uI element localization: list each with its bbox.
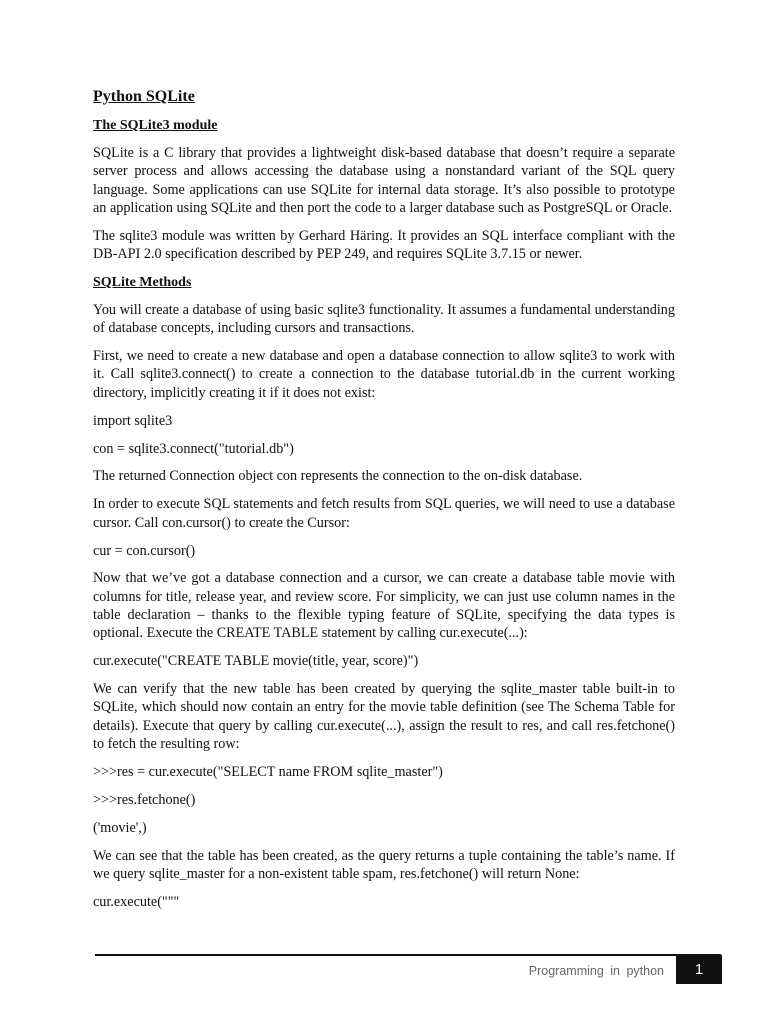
paragraph: We can see that the table has been created, as the query returns a tuple containing the table’s name. If we query sqlite_master for a non-existent table spam, res.fetchone() will return None: — [93, 847, 675, 882]
paragraph: The returned Connection object con represents the connection to the on-disk database. — [93, 468, 583, 485]
paragraph: SQLite is a C library that provides a lightweight disk-based database that doesn’t require a separate server process and allows accessing the database using a nonstandard variant of the SQL query language. Some applications can use SQLite for internal data storage. It’s also possible to prototype an application using SQLite and then port the code to a larger database such as PostgreSQL or Oracle. — [93, 145, 675, 216]
paragraph: In order to execute SQL statements and fetch results from SQL queries, we will need to use a database cursor. Call con.cursor() to create the Cursor: — [93, 496, 675, 531]
page-number: 1 — [676, 955, 722, 984]
code-line: >>>res = cur.execute("SELECT name FROM sqlite_master") — [93, 763, 443, 780]
paragraph: First, we need to create a new database and open a database connection to allow sqlite3 to work with it. Call sqlite3.connect() to create a connection to the database tutorial.db in the current working directory, implicitly creating it if it does not exist: — [93, 348, 675, 401]
code-line: ('movie',) — [93, 819, 147, 836]
code-line: >>>res.fetchone() — [93, 791, 196, 808]
code-line: cur = con.cursor() — [93, 542, 196, 559]
code-line: con = sqlite3.connect("tutorial.db") — [93, 440, 294, 457]
footer-divider — [95, 954, 721, 956]
section-heading: The SQLite3 module — [93, 118, 218, 133]
paragraph: We can verify that the new table has been created by querying the sqlite_master table built-in to SQLite, which should now contain an entry for the movie table definition (see The Schema Table for details). Execute that query by calling cur.execute(...), assign the result to res, and call res.fetchone() to fetch the resulting row: — [93, 681, 675, 752]
code-line: cur.execute(""" — [93, 893, 180, 910]
code-line: cur.execute("CREATE TABLE movie(title, year, score)") — [93, 653, 419, 670]
page-title: Python SQLite — [93, 88, 195, 105]
document-body — [93, 116, 675, 911]
section-heading: SQLite Methods — [93, 274, 192, 290]
document-page — [93, 86, 675, 921]
paragraph: You will create a database of using basic sqlite3 functionality. It assumes a fundamental understanding of database concepts, including cursors and transactions. — [93, 301, 675, 337]
paragraph: The sqlite3 module was written by Gerhard Häring. It provides an SQL interface compliant with the DB-API 2.0 specification described by PEP 249, and requires SQLite 3.7.15 or newer. — [93, 227, 675, 263]
paragraph: Now that we’ve got a database connection and a cursor, we can create a database table movie with columns for title, release year, and review score. For simplicity, we can just use column names in the table declaration – thanks to the flexible typing feature of SQLite, specifying the data types is optional. Execute the CREATE TABLE statement by calling cur.execute(...): — [93, 570, 675, 642]
code-line: import sqlite3 — [93, 412, 173, 429]
footer-label: Programming in python — [528, 964, 664, 978]
